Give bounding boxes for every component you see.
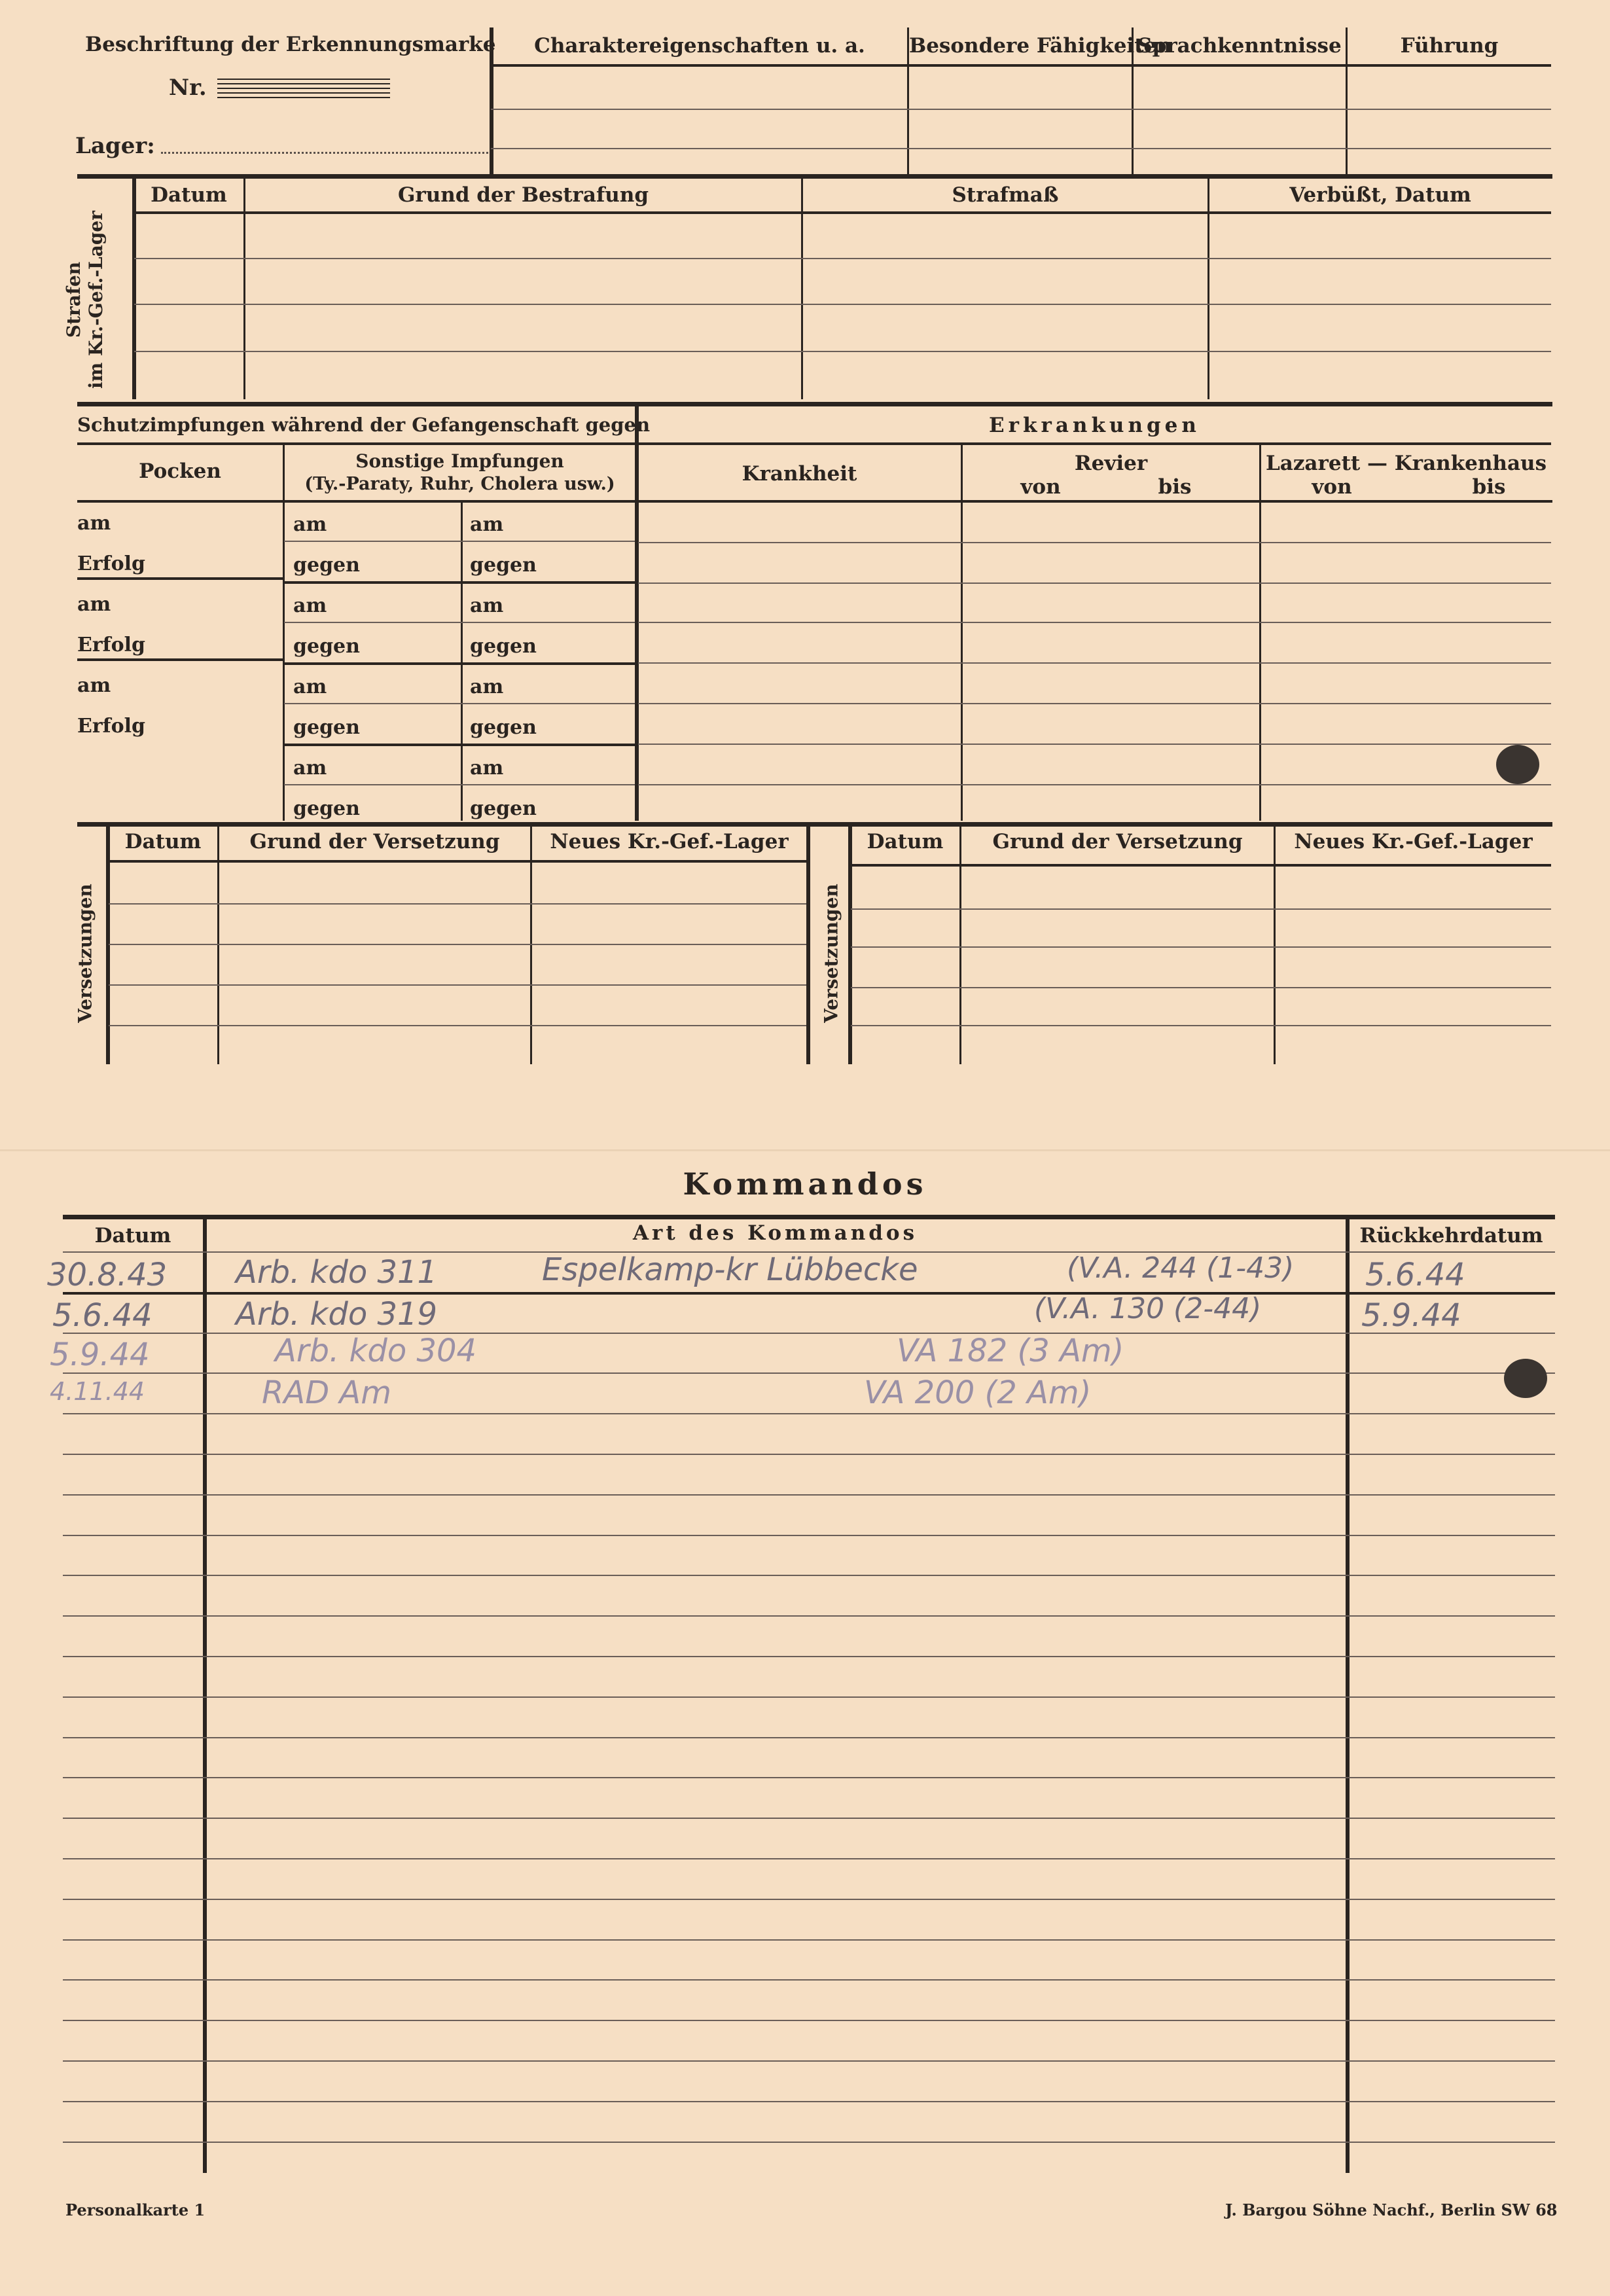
pocken-row: am (77, 593, 111, 616)
kdo-col-rueckkehr: Rückkehrdatum (1359, 1224, 1543, 1247)
header-rule (77, 442, 635, 445)
row-line (284, 662, 635, 665)
row-line (63, 1939, 1555, 1941)
vers-col-lager: Neues Kr.-Gef.-Lager (1294, 830, 1533, 853)
header-rule (109, 860, 806, 863)
header-rule (490, 64, 1551, 67)
row-line (284, 744, 635, 746)
sonstige-row: gegen (470, 635, 537, 658)
kommando-rueckkehr: 5.9.44 (1361, 1297, 1461, 1334)
sonstige-row: gegen (293, 635, 360, 658)
kommando-datum: 5.6.44 (52, 1297, 152, 1334)
sonstige-row: am (470, 594, 504, 617)
row-line (638, 583, 1551, 584)
sonstige-row: gegen (293, 554, 360, 577)
revier-von-label: von (1020, 475, 1061, 499)
lazarett-bis-label: bis (1472, 475, 1506, 499)
row-line (63, 1818, 1555, 1819)
strafen-col-grund: Grund der Bestrafung (397, 183, 649, 207)
row-line (63, 1615, 1555, 1617)
footer-form-id: Personalkarte 1 (65, 2200, 206, 2219)
header-rule (134, 211, 1551, 214)
sonstige-row: am (293, 675, 327, 698)
row-line (63, 2142, 1555, 2143)
kommando-ref: VA 182 (3 Am) (897, 1333, 1124, 1369)
row-line (851, 1025, 1551, 1026)
versetzungen-side-label: Versetzungen (820, 884, 842, 1023)
kommandos-title: Kommandos (683, 1166, 927, 1202)
row-line (638, 744, 1551, 745)
col-divider (961, 444, 963, 821)
header-rule (851, 864, 1551, 867)
versetzungen-side-divider (848, 825, 852, 1064)
nr-lines (217, 79, 390, 101)
row-line (63, 1372, 1555, 1374)
kommando-ref: (V.A. 130 (2-44) (1034, 1292, 1262, 1325)
kommando-datum: 30.8.43 (47, 1257, 168, 1293)
row-line (63, 1858, 1555, 1859)
kommando-rueckkehr: 5.6.44 (1365, 1257, 1465, 1293)
header-rule (77, 500, 1552, 503)
pocken-row: Erfolg (77, 552, 145, 575)
row-line (109, 1025, 806, 1026)
row-line (638, 703, 1551, 704)
row-line (284, 581, 635, 584)
row-line (63, 1979, 1555, 1981)
erkrankungen-title: Erkrankungen (989, 414, 1200, 437)
impfungen-title: Schutzimpfungen während der Gefangenschaft gegen (77, 414, 651, 436)
col-divider (1346, 1217, 1350, 2173)
header-rule (638, 442, 1551, 445)
sonstige-row: am (470, 675, 504, 698)
kommando-ref: VA 200 (2 Am) (864, 1374, 1092, 1411)
row-line (134, 304, 1551, 305)
kommando-datum: 4.11.44 (50, 1377, 145, 1406)
lager-dotted-line (161, 152, 488, 154)
strafen-col-verbuesst: Verbüßt, Datum (1289, 183, 1471, 207)
fold-line (0, 1149, 1610, 1151)
row-line (134, 258, 1551, 259)
col-faehigkeiten: Besondere Fähigkeiten (909, 34, 1172, 58)
row-line (638, 542, 1551, 543)
row-line (284, 622, 635, 623)
lazarett-von-label: von (1312, 475, 1352, 499)
row-line (63, 1292, 1555, 1295)
sonstige-row: gegen (470, 797, 537, 820)
pocken-row: am (77, 674, 111, 697)
section-rule (77, 822, 1552, 827)
row-line (638, 622, 1551, 623)
krankheit-label: Krankheit (742, 462, 857, 486)
pocken-label: Pocken (139, 459, 221, 483)
sonstige-row: am (470, 513, 504, 536)
kommando-art: Arb. kdo 304 (275, 1333, 477, 1369)
lazarett-label: Lazarett — Krankenhaus (1265, 452, 1547, 475)
row-line (638, 784, 1551, 785)
pocken-row: Erfolg (77, 715, 145, 738)
sonstige-sublabel: (Ty.-Paraty, Ruhr, Cholera usw.) (304, 474, 615, 494)
lager-label: Lager: (75, 133, 155, 159)
row-line (63, 2060, 1555, 2062)
col-divider (203, 1217, 207, 2173)
sonstige-row: am (293, 757, 327, 780)
col-divider (1259, 444, 1261, 821)
row-line (63, 1656, 1555, 1657)
row-line (284, 541, 635, 542)
punch-hole (1496, 745, 1539, 784)
kommando-ref: (V.A. 244 (1-43) (1067, 1251, 1295, 1285)
revier-label: Revier (1074, 452, 1148, 475)
row-line (63, 1737, 1555, 1738)
row-line (491, 148, 1551, 149)
sonstige-row: gegen (470, 554, 537, 577)
sonstige-row: am (293, 513, 327, 536)
footer-printer: J. Bargou Söhne Nachf., Berlin SW 68 (1225, 2200, 1558, 2219)
row-line (109, 984, 806, 986)
sonstige-label: Sonstige Impfungen (355, 450, 564, 472)
col-fuehrung: Führung (1400, 34, 1499, 58)
col-divider (1274, 825, 1276, 1064)
strafen-col-strafmass: Strafmaß (952, 183, 1059, 207)
vers-col-lager: Neues Kr.-Gef.-Lager (550, 830, 789, 853)
row-line (638, 662, 1551, 664)
row-line (63, 1575, 1555, 1576)
sonstige-row: am (470, 757, 504, 780)
section-rule (77, 174, 1552, 179)
kommando-art: Arb. kdo 311 (236, 1254, 438, 1291)
row-line (134, 351, 1551, 352)
vers-col-grund: Grund der Versetzung (249, 830, 500, 853)
row-line (63, 1696, 1555, 1698)
punch-hole (1504, 1359, 1547, 1398)
vers-col-grund: Grund der Versetzung (992, 830, 1243, 853)
row-line (63, 2101, 1555, 2102)
strafen-side-label: Strafen im Kr.-Gef.-Lager (63, 211, 107, 389)
revier-bis-label: bis (1158, 475, 1192, 499)
pocken-row: Erfolg (77, 634, 145, 656)
kdo-col-datum: Datum (94, 1224, 171, 1247)
row-line (63, 1899, 1555, 1900)
row-line (109, 903, 806, 905)
row-line (63, 2020, 1555, 2021)
versetzungen-side-label: Versetzungen (74, 884, 96, 1023)
row-line (851, 946, 1551, 948)
kommando-ort: Espelkamp-kr Lübbecke (542, 1251, 918, 1288)
row-line (491, 109, 1551, 110)
row-line (63, 1535, 1555, 1536)
sonstige-row: gegen (293, 716, 360, 739)
col-divider (283, 444, 285, 821)
kommando-art: RAD Am (262, 1374, 391, 1411)
col-divider (461, 501, 463, 821)
row-line (851, 908, 1551, 910)
kommando-art: Arb. kdo 319 (236, 1296, 438, 1333)
row-line (284, 703, 635, 704)
kommando-datum: 5.9.44 (50, 1336, 150, 1373)
vers-col-datum: Datum (124, 830, 202, 853)
row-line (63, 1494, 1555, 1496)
section-rule (63, 1215, 1555, 1219)
row-line (77, 658, 283, 661)
row-line (63, 1777, 1555, 1778)
col-sprachkenntnisse: Sprachkenntnisse (1137, 34, 1342, 58)
row-line (63, 1413, 1555, 1414)
col-divider (959, 825, 961, 1064)
row-line (77, 577, 283, 580)
col-charakter: Charaktereigenschaften u. a. (534, 34, 865, 58)
sonstige-row: gegen (470, 716, 537, 739)
sonstige-row: gegen (293, 797, 360, 820)
section-rule (77, 402, 1552, 406)
nr-label: Nr. (169, 75, 207, 101)
row-line (284, 784, 635, 785)
marke-label: Beschriftung der Erkennungsmarke (85, 33, 496, 56)
vers-col-datum: Datum (867, 830, 944, 853)
row-line (63, 1454, 1555, 1455)
pocken-row: am (77, 512, 111, 535)
row-line (109, 944, 806, 945)
sonstige-row: am (293, 594, 327, 617)
kdo-col-art: Art des Kommandos (632, 1221, 918, 1245)
strafen-col-datum: Datum (151, 183, 227, 207)
versetzungen-divider (806, 825, 810, 1064)
row-line (851, 987, 1551, 988)
